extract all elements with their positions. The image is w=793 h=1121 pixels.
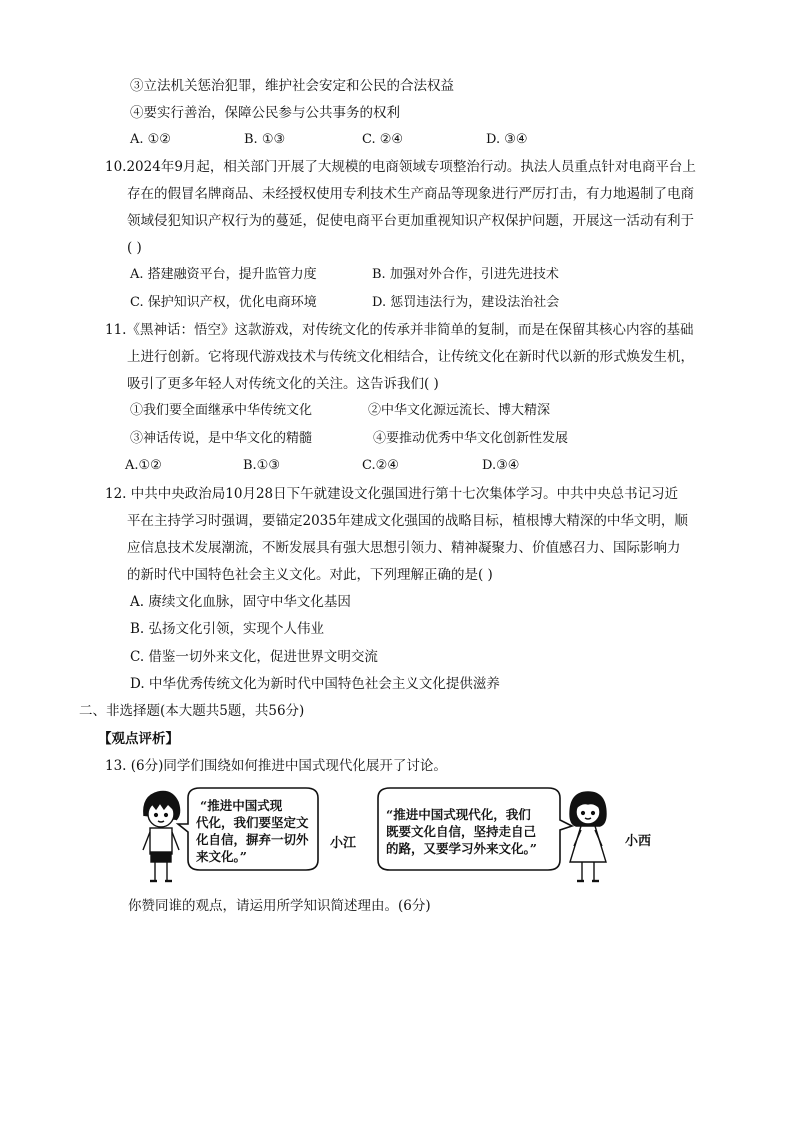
- q10-option-d: D. 惩罚违法行为，建设法治社会: [372, 295, 560, 310]
- q11-line-2: 上进行创新。它将现代游戏技术与传统文化相结合，让传统文化在新时代以新的形式焕发生机，: [127, 349, 694, 365]
- q11-options: [125, 458, 645, 474]
- q11-statement-1: ①我们要全面继承中华传统文化: [130, 403, 313, 418]
- q9-options: [130, 132, 650, 148]
- q10-option-a: A. 搭建融资平台，提升监管力度: [130, 267, 317, 282]
- q11-option-c: C.②④: [362, 458, 399, 473]
- q10-option-c: C. 保护知识产权，优化电商环境: [130, 295, 317, 310]
- q12-line-4: 的新时代中国特色社会主义文化。对此，下列理解正确的是( ): [127, 567, 493, 583]
- q10-options-row-1: [130, 267, 650, 283]
- q12-option-d: D. 中华优秀传统文化为新时代中国特色社会主义文化提供滋养: [130, 676, 500, 692]
- q11-statements-row-2: [130, 431, 690, 447]
- left-bubble-line-1: “推进中国式现: [200, 798, 283, 813]
- q11-line-3: 吸引了更多年轻人对传统文化的关注。这告诉我们( ): [127, 376, 439, 392]
- left-bubble-line-2: 代化，我们要坚定文: [196, 815, 309, 830]
- boy-figure-icon: [143, 791, 180, 881]
- q11-option-a: A.①②: [125, 458, 162, 473]
- q12-line-3: 应信息技术发展潮流，不断发展具有强大思想引领力、精神凝聚力、价值感召力、国际影响力: [127, 540, 681, 556]
- right-bubble-line-2: 既要文化自信，坚持走自己: [386, 824, 537, 839]
- q10-line-3: 领域侵犯知识产权行为的蔓延，促使电商平台更加重视知识产权保护问题，开展这一活动有利于: [127, 213, 694, 229]
- q13-intro: 13. (6分)同学们围绕如何推进中国式现代化展开了讨论。: [105, 758, 447, 774]
- q9-option-d: D. ③④: [486, 132, 528, 147]
- q12-line-2: 平在主持学习时强调，要锚定2035年建成文化强国的战略目标，植根博大精深的中华文明，顺: [127, 513, 688, 529]
- q10-line-1: 10.2024年9月起，相关部门开展了大规模的电商领域专项整治行动。执法人员重点针对电商平台上: [105, 159, 696, 175]
- q10-line-2: 存在的假冒名牌商品、未经授权使用专利技术生产商品等现象进行严厉打击，有力地遏制了电商: [127, 186, 694, 202]
- q9-option-b: B. ①③: [244, 132, 286, 147]
- right-bubble-line-3: 的路，又要学习外来文化。”: [386, 841, 537, 856]
- q13-question: 你赞同谁的观点，请运用所学知识简述理由。(6分): [128, 898, 431, 914]
- speaker-name-xiaoxi: 小西: [625, 834, 652, 849]
- q9-option-c: C. ②④: [362, 132, 404, 147]
- q11-statement-4: ④要推动优秀中华文化创新性发展: [373, 431, 569, 446]
- q11-statement-2: ②中华文化源远流长、博大精深: [368, 403, 551, 418]
- q12-option-b: B. 弘扬文化引领，实现个人伟业: [130, 621, 325, 637]
- q11-line-1: 11.《黑神话：悟空》这款游戏，对传统文化的传承并非简单的复制，而是在保留其核心内容的基础: [105, 322, 694, 338]
- section-2-title: 二、非选择题(本大题共5题，共56分): [79, 703, 305, 719]
- q11-option-d: D.③④: [482, 458, 520, 473]
- q12-line-1: 12. 中共中央政治局10月28日下午就建设文化强国进行第十七次集体学习。中共中央总书记习近: [105, 486, 679, 502]
- q11-statements-row-1: [130, 403, 690, 419]
- left-bubble-line-4: 来文化。”: [196, 849, 247, 864]
- speaker-name-xiaojiang: 小江: [330, 836, 357, 851]
- q10-option-b: B. 加强对外合作，引进先进技术: [372, 267, 559, 282]
- q9-statement-4: ④要实行善治，保障公民参与公共事务的权利: [130, 105, 400, 121]
- q11-statement-3: ③神话传说，是中华文化的精髓: [130, 431, 313, 446]
- left-bubble-line-3: 化自信，摒弃一切外: [196, 832, 309, 847]
- q10-options-row-2: [130, 295, 650, 311]
- q11-option-b: B.①③: [243, 458, 280, 473]
- girl-figure-icon: [570, 792, 606, 881]
- section-subheading: 【观点评析】: [98, 731, 179, 747]
- q9-option-a: A. ①②: [130, 132, 171, 147]
- q9-statement-3: ③立法机关惩治犯罪，维护社会安定和公民的合法权益: [130, 78, 454, 94]
- right-bubble-line-1: “推进中国式现代化，我们: [386, 807, 531, 822]
- q12-option-a: A. 赓续文化血脉，固守中华文化基因: [130, 594, 351, 610]
- q12-option-c: C. 借鉴一切外来文化，促进世界文明交流: [130, 649, 378, 665]
- q10-answer-blank: ( ): [127, 240, 142, 256]
